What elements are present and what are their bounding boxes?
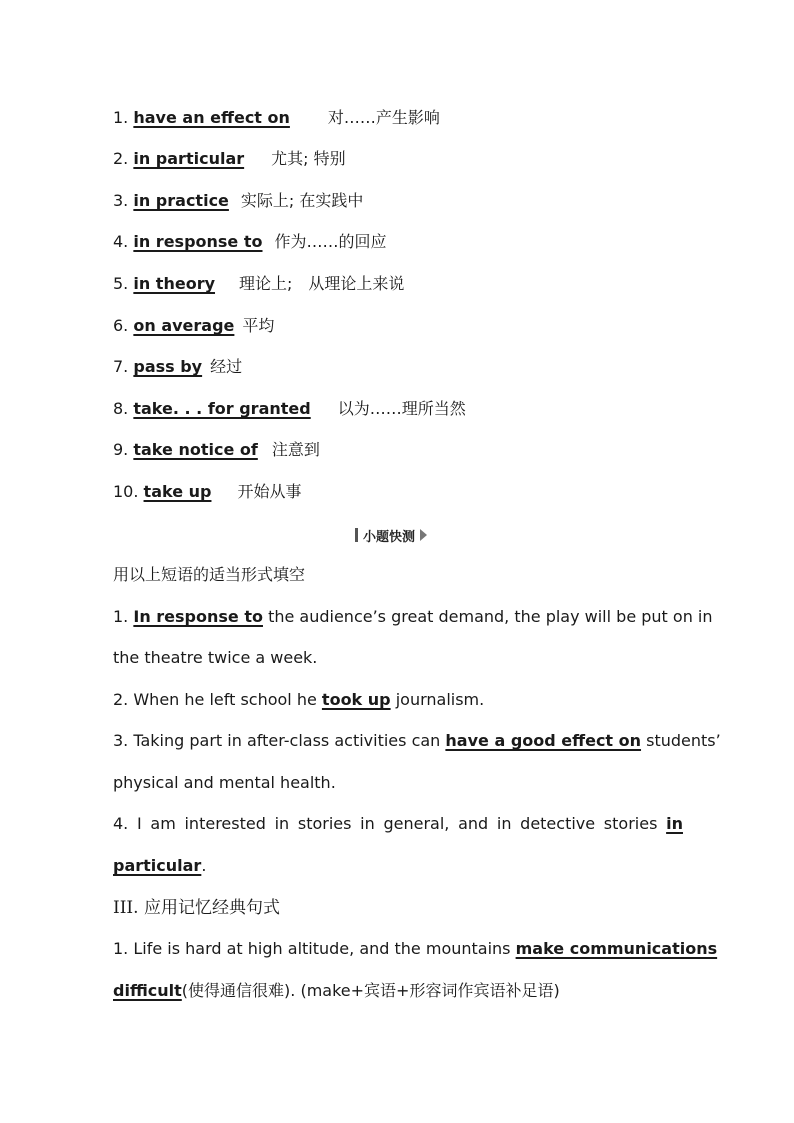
phrase: take up xyxy=(143,482,212,501)
quiz-question-3-cont: physical and mental health. xyxy=(113,773,336,792)
phrase: on average xyxy=(133,316,235,335)
meaning: 实际上; 在实践中 xyxy=(240,191,364,210)
answer: make communications xyxy=(515,939,718,958)
sentence-1-cont: difficult(使得通信很难). (make+宾语+形容词作宾语补足语) xyxy=(113,981,560,1000)
quiz-question-2: 2. When he left school he took up journalism. xyxy=(113,690,485,709)
meaning: 经过 xyxy=(210,357,243,376)
banner-label: 小题快测 xyxy=(363,529,416,545)
meaning: 注意到 xyxy=(271,440,320,459)
phrase-item: 8. take. . . for granted 以为……理所当然 xyxy=(113,399,466,418)
meaning: 尤其; 特别 xyxy=(271,149,346,168)
phrase: have an effect on xyxy=(133,108,290,127)
meaning: 平均 xyxy=(242,316,275,335)
phrase: pass by xyxy=(133,357,203,376)
answer: difficult xyxy=(113,981,182,1000)
banner-arrow-icon xyxy=(420,529,427,541)
phrase-item: 2. in particular 尤其; 特别 xyxy=(113,149,346,168)
phrase-item: 1. have an effect on 对……产生影响 xyxy=(113,108,440,127)
quiz-banner xyxy=(355,526,427,544)
answer: particular xyxy=(113,856,202,875)
phrase-item: 6. on average 平均 xyxy=(113,316,275,335)
phrase: in particular xyxy=(133,149,245,168)
phrase-item: 5. in theory 理论上; 从理论上来说 xyxy=(113,274,405,293)
meaning: 理论上; 从理论上来说 xyxy=(239,274,405,293)
phrase-item: 9. take notice of 注意到 xyxy=(113,440,320,459)
phrase-item: 3. in practice 实际上; 在实践中 xyxy=(113,191,364,210)
section-heading: III. 应用记忆经典句式 xyxy=(113,898,280,918)
phrase-item: 10. take up 开始从事 xyxy=(113,482,302,501)
quiz-question-4: 4. I am interested in stories in general, and in detective stories in xyxy=(113,814,683,833)
quiz-instruction: 用以上短语的适当形式填空 xyxy=(113,565,306,584)
answer: have a good effect on xyxy=(445,731,642,750)
phrase-item: 7. pass by 经过 xyxy=(113,357,243,376)
answer: in xyxy=(666,814,683,833)
phrase: take. . . for granted xyxy=(133,399,311,418)
phrase: in response to xyxy=(133,232,263,251)
meaning: 以为……理所当然 xyxy=(337,399,466,418)
phrase: take notice of xyxy=(133,440,258,459)
sentence-1: 1. Life is hard at high altitude, and the mountains make communications xyxy=(113,939,718,958)
meaning: 开始从事 xyxy=(237,482,302,501)
banner-bar-icon xyxy=(355,528,358,542)
meaning: 对……产生影响 xyxy=(327,108,440,127)
answer: In response to xyxy=(133,607,263,626)
quiz-question-4-cont: particular. xyxy=(113,856,207,875)
quiz-question-1: 1. In response to the audience’s great demand, the play will be put on in xyxy=(113,607,713,626)
meaning: 作为……的回应 xyxy=(274,232,387,251)
phrase-item: 4. in response to 作为……的回应 xyxy=(113,232,387,251)
answer: took up xyxy=(321,690,391,709)
quiz-question-1-cont: the theatre twice a week. xyxy=(113,648,318,667)
quiz-question-3: 3. Taking part in after-class activities can have a good effect on students’ xyxy=(113,731,721,750)
phrase: in practice xyxy=(133,191,229,210)
phrase: in theory xyxy=(133,274,216,293)
